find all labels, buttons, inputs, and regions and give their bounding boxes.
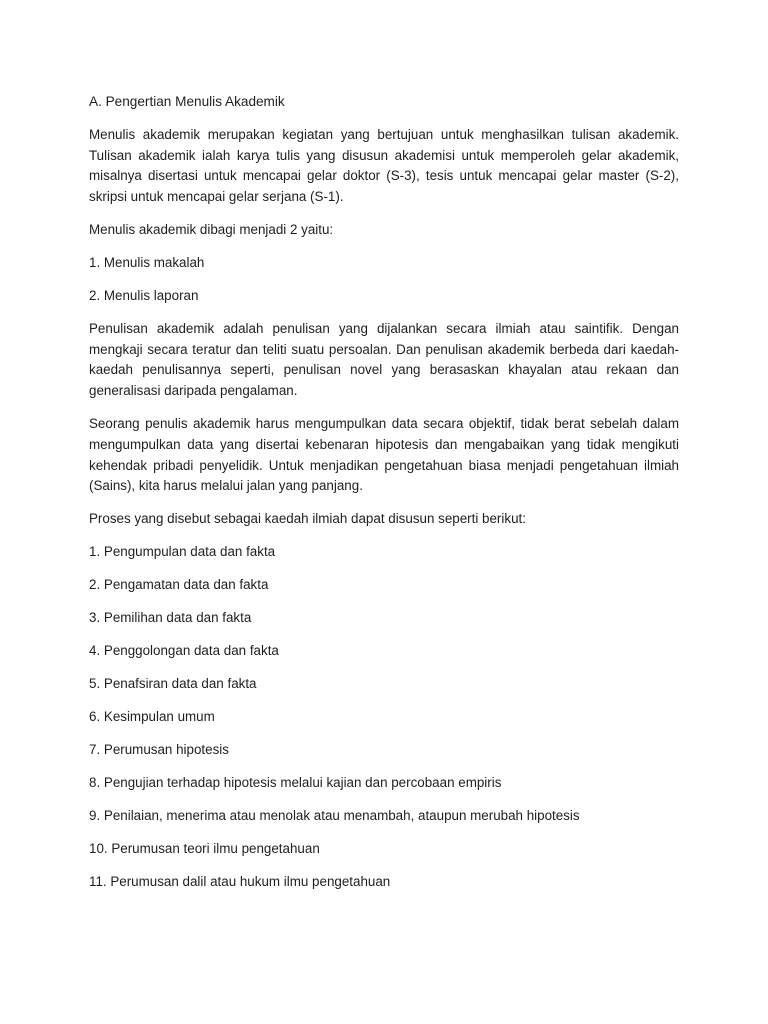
list-item: 4. Penggolongan data dan fakta (89, 642, 279, 658)
document-body (89, 92, 679, 905)
paragraph-academic-writer: Seorang penulis akademik harus mengumpulkan data secara objektif, tidak berat sebelah dalam mengumpulkan data yang disertai kebenaran hipotesis dan mengabaikan yang tidak mengikuti kehendak pribadi penyelidik. Untuk menjadikan pengetahuan biasa menjadi pengetahuan ilmiah (Sains), kita harus melalui jalan yang panjang. (89, 415, 679, 494)
list-item: 7. Perumusan hipotesis (89, 741, 229, 757)
list-item: 9. Penilaian, menerima atau menolak atau menambah, ataupun merubah hipotesis (89, 807, 580, 823)
list-item: 2. Menulis laporan (89, 287, 199, 303)
paragraph-academic-writing: Penulisan akademik adalah penulisan yang dijalankan secara ilmiah atau saintifik. Dengan mengkaji secara teratur dan teliti suatu persoalan. Dan penulisan akademik berbeda dari kaedah-kaedah penulisannya seperti, penulisan novel yang berasaskan khayalan atau rekaan dan generalisasi daripada pengalaman. (89, 320, 679, 399)
list-item: 10. Perumusan teori ilmu pengetahuan (89, 840, 320, 856)
section-heading: A. Pengertian Menulis Akademik (89, 94, 285, 109)
list-item: 1. Pengumpulan data dan fakta (89, 543, 276, 559)
list-item: 8. Pengujian terhadap hipotesis melalui kajian dan percobaan empiris (89, 774, 502, 790)
list-item: 11. Perumusan dalil atau hukum ilmu pengetahuan (89, 873, 391, 889)
list-item: 1. Menulis makalah (89, 254, 205, 270)
list-item: 3. Pemilihan data dan fakta (89, 609, 252, 625)
steps-list (89, 542, 679, 893)
paragraph-types-intro: Menulis akademik dibagi menjadi 2 yaitu: (89, 221, 334, 237)
types-list (89, 253, 679, 307)
list-item: 5. Penafsiran data dan fakta (89, 675, 257, 691)
list-item: 6. Kesimpulan umum (89, 708, 215, 724)
list-item: 2. Pengamatan data dan fakta (89, 576, 269, 592)
paragraph-definition: Menulis akademik merupakan kegiatan yang bertujuan untuk menghasilkan tulisan akademik. Tulisan akademik ialah karya tulis yang disusun akademisi untuk memperoleh gelar akademik, misalnya disertasi untuk mencapai gelar doktor (S-3), tesis untuk mencapai gelar master (S-2), skripsi untuk mencapai gelar serjana (S-1). (89, 126, 679, 205)
paragraph-process-intro: Proses yang disebut sebagai kaedah ilmiah dapat disusun seperti berikut: (89, 511, 526, 527)
